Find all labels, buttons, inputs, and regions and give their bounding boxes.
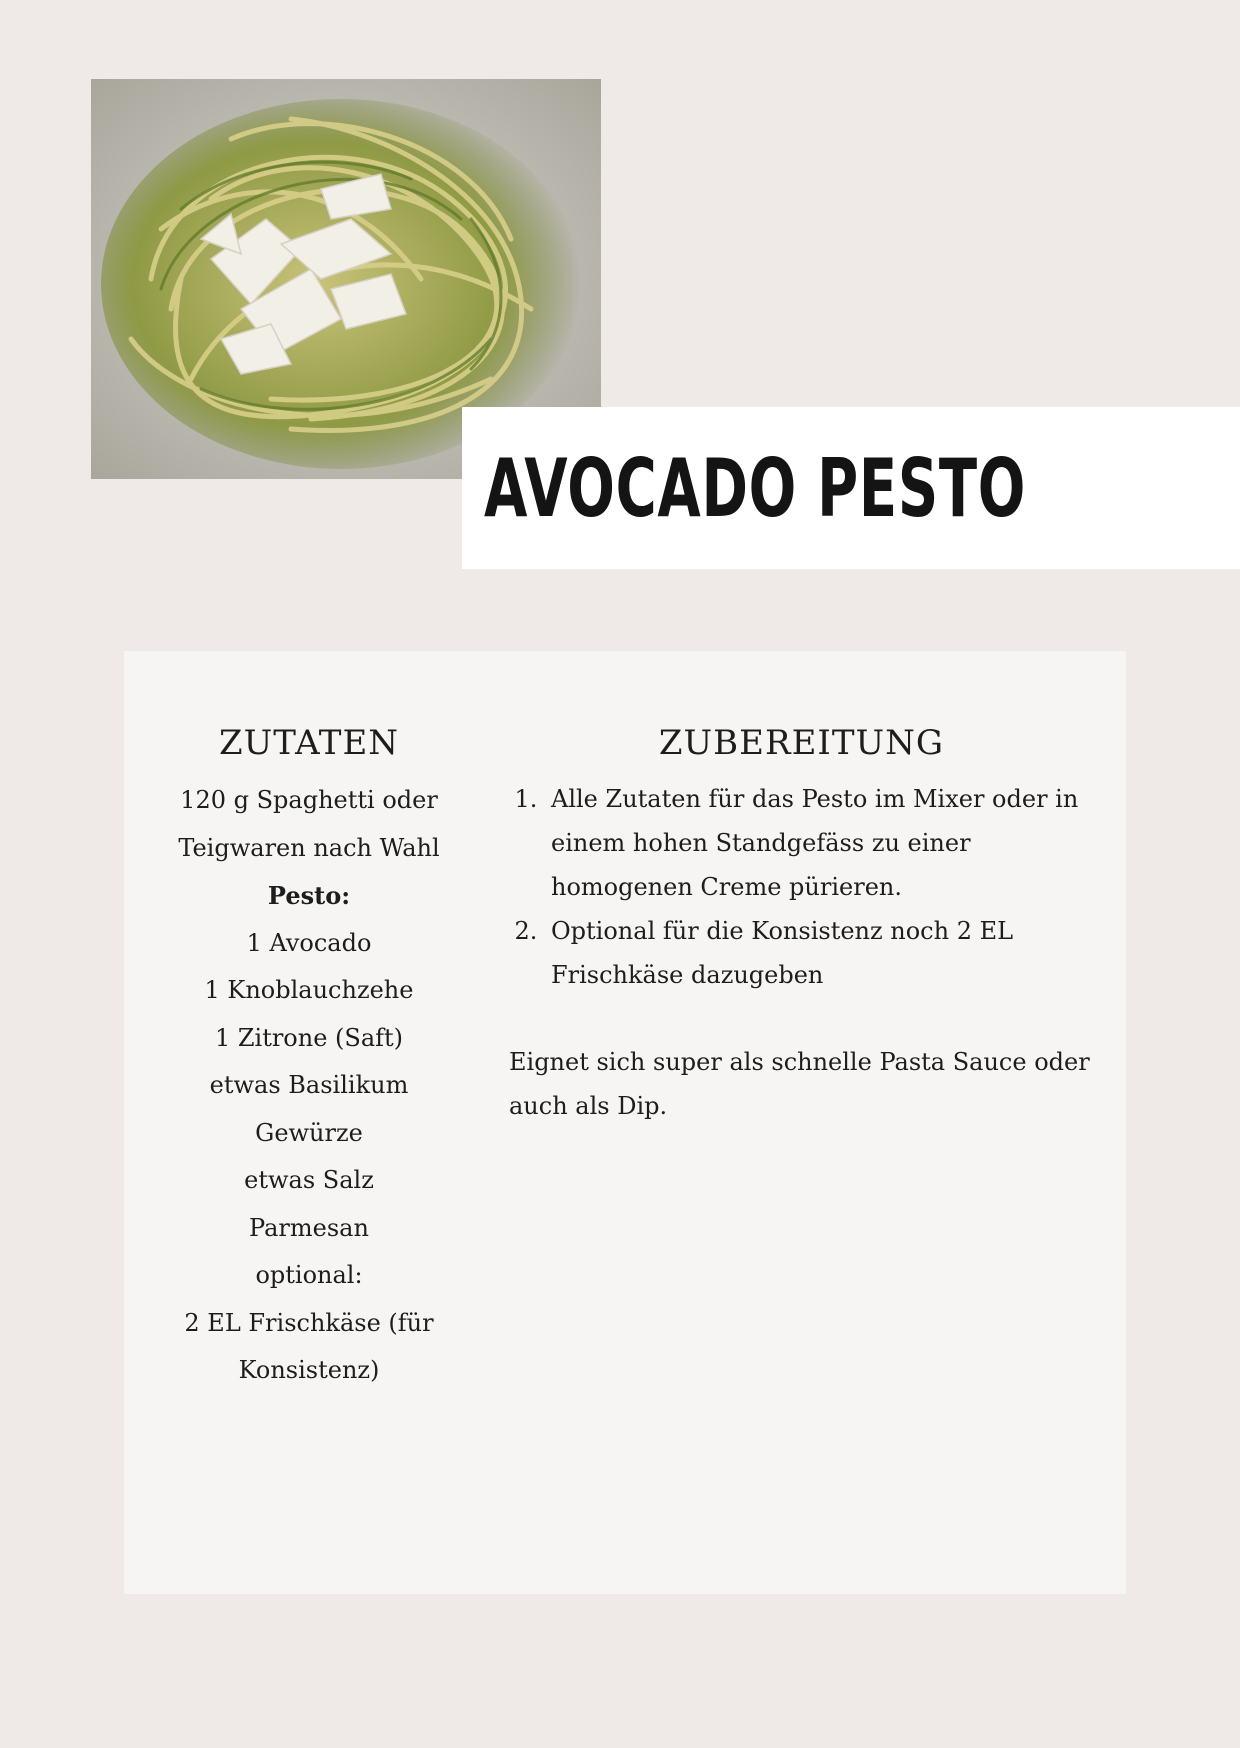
- ingredients-list: [164, 777, 454, 1395]
- preparation-step: 2. Optional für die Konsistenz noch 2 EL Frischkäse dazugeben: [545, 909, 1094, 997]
- preparation-section: [509, 721, 1094, 1128]
- ingredient-item: Parmesan: [249, 1213, 369, 1242]
- ingredient-item: etwas Salz: [244, 1166, 374, 1194]
- ingredients-heading: ZUTATEN: [218, 723, 400, 763]
- ingredient-item: 1 Zitrone (Saft): [214, 1023, 404, 1052]
- ingredient-item: etwas Basilikum: [209, 1071, 409, 1099]
- preparation-steps: [509, 777, 1094, 997]
- preparation-heading: ZUBEREITUNG: [658, 723, 945, 763]
- ingredient-item: 2 EL Frischkäse (für: [184, 1308, 434, 1337]
- ingredients-section: [164, 721, 454, 1395]
- ingredient-item: 1 Avocado: [246, 928, 372, 957]
- ingredient-item: optional:: [255, 1261, 363, 1289]
- ingredient-subheading: Pesto:: [267, 881, 351, 910]
- title-banner: [462, 407, 1240, 569]
- ingredient-item: 120 g Spaghetti oder: [180, 786, 438, 814]
- ingredient-item: Teigwaren nach Wahl: [178, 833, 440, 862]
- recipe-card: [124, 651, 1126, 1594]
- ingredient-item: 1 Knoblauchzehe: [204, 976, 414, 1004]
- ingredient-item: Gewürze: [255, 1118, 363, 1147]
- serving-note: Eignet sich super als schnelle Pasta Sauce oder auch als Dip.: [509, 1048, 1090, 1120]
- recipe-title: AVOCADO PESTO: [484, 442, 1027, 535]
- ingredient-item: Konsistenz): [238, 1356, 380, 1384]
- preparation-step: 1. Alle Zutaten für das Pesto im Mixer oder in einem hohen Standgefäss zu einer homogenen Creme pürieren.: [545, 777, 1094, 909]
